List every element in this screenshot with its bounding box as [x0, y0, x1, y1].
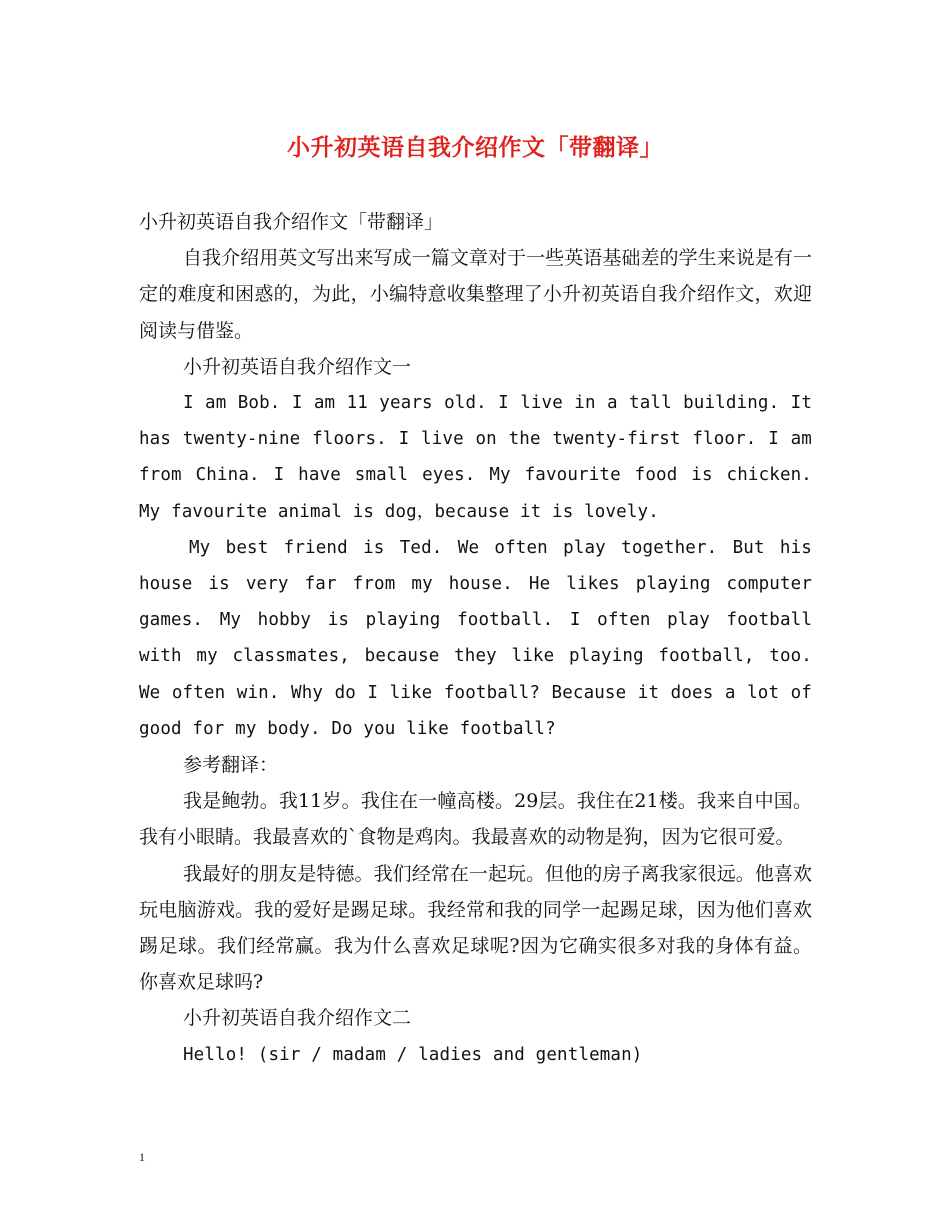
subtitle-paragraph: 小升初英语自我介绍作文「带翻译」: [139, 211, 444, 233]
chinese-paragraph-two: 我最好的朋友是特德。我们经常在一起玩。但他的房子离我家很远。他喜欢玩电脑游戏。我的爱好是踢足球。我经常和我的同学一起踢足球，因为他们喜欢踢足球。我们经常赢。我为什么喜欢足球呢?因为它确实很多对我的身体有益。你喜欢足球吗?: [139, 862, 812, 994]
section-heading-one: 小升初英语自我介绍作文一: [183, 355, 412, 378]
english-paragraph-one: I am Bob. I am 11 years old. I live in a tall building. It has twenty-nine floors. I live on the twenty-first floor. I am from China. I have small eyes. My favourite food is chicken. My favourite animal is dog，because it is lovely.: [139, 393, 812, 522]
section-heading-two: 小升初英语自我介绍作文二: [183, 1007, 412, 1030]
document-body: [139, 204, 812, 1073]
translation-heading: 参考翻译：: [183, 754, 279, 777]
page-number: 1: [139, 1150, 145, 1164]
chinese-paragraph-one: 我是鲍勃。我11岁。我住在一幢高楼。29层。我住在21楼。我来自中国。我有小眼睛。我最喜欢的`食物是鸡肉。我最喜欢的动物是狗，因为它很可爱。: [139, 790, 812, 849]
english-greeting: Hello! (sir / madam / ladies and gentleman): [183, 1044, 643, 1065]
intro-paragraph: 自我介绍用英文写出来写成一篇文章对于一些英语基础差的学生来说是有一定的难度和困惑的，为此，小编特意收集整理了小升初英语自我介绍作文，欢迎阅读与借鉴。: [139, 247, 812, 342]
document-title: 小升初英语自我介绍作文「带翻译」: [287, 134, 663, 161]
english-paragraph-two: My best friend is Ted. We often play together. But his house is very far from my house. He likes playing computer games. My hobby is playing football. I often play football with my classmates, because they like playing football, too. We often win. Why do I like football? Because it does a lot of good for my body. Do you like football?: [139, 537, 812, 739]
